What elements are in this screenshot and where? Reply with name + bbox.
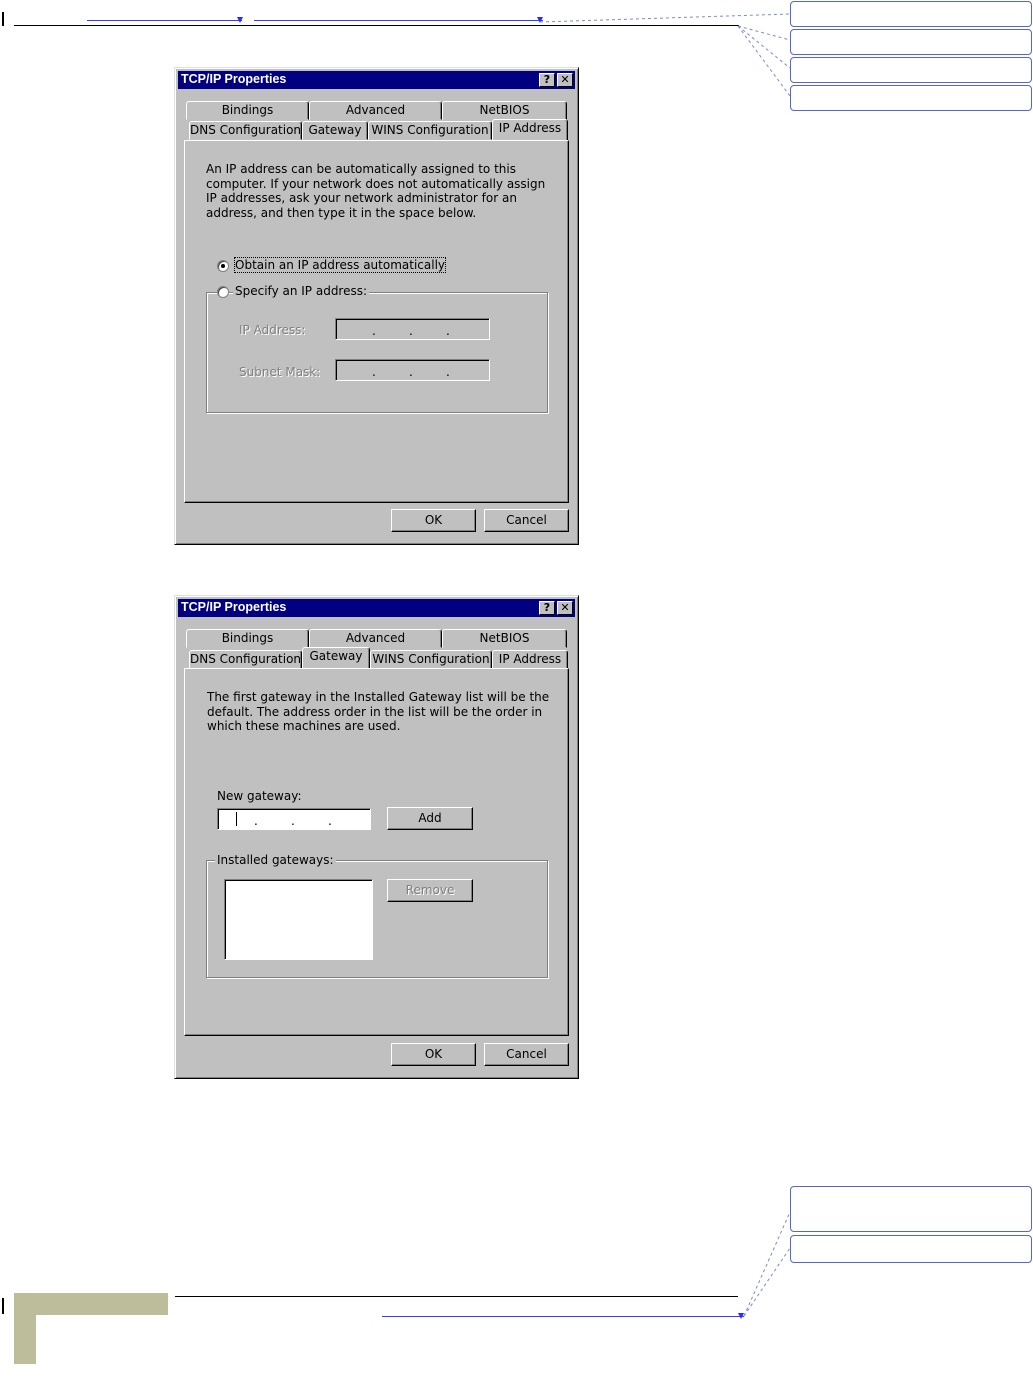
subnet-mask-label: Subnet Mask: [239, 365, 321, 379]
installed-gateways-label: Installed gateways: [217, 853, 334, 867]
tab-bindings[interactable]: Bindings [186, 101, 309, 120]
new-gateway-label: New gateway: [217, 789, 302, 803]
ip-separator: . [409, 365, 413, 379]
tab-advanced[interactable]: Advanced [309, 629, 442, 648]
help-button[interactable]: ? [539, 73, 555, 87]
cancel-button[interactable]: Cancel [484, 1043, 569, 1066]
footer-margin-bar [2, 1298, 4, 1314]
ok-button[interactable]: OK [391, 509, 476, 532]
tab-gateway[interactable]: Gateway [302, 121, 368, 140]
specify-ip-label[interactable]: Specify an IP address: [235, 284, 368, 298]
tab-dns-configuration[interactable]: DNS Configuration [189, 121, 302, 140]
tab-ip-address[interactable]: IP Address [492, 650, 568, 669]
add-button[interactable]: Add [387, 807, 473, 830]
ip-description: An IP address can be automatically assigned to this computer. If your network does not automatically assign IP addresses, ask your network administrator for an address, and then type it in the space below. [206, 162, 546, 220]
ip-separator: . [372, 365, 376, 379]
footer-color-block [14, 1293, 168, 1315]
ip-separator: . [328, 814, 332, 828]
obtain-ip-label[interactable]: Obtain an IP address automatically [235, 258, 446, 272]
remove-button: Remove [387, 879, 473, 902]
ip-separator: . [372, 324, 376, 338]
footer-link-line [382, 1316, 744, 1317]
ip-address-label: IP Address: [239, 323, 306, 337]
close-button[interactable]: ✕ [557, 601, 573, 615]
ip-separator: . [254, 814, 258, 828]
tab-advanced[interactable]: Advanced [309, 101, 442, 120]
footer-arrow-icon [738, 1313, 744, 1319]
close-button[interactable]: ✕ [557, 73, 573, 87]
ip-separator: . [446, 365, 450, 379]
margin-note [790, 1235, 1032, 1263]
margin-note [790, 1186, 1032, 1232]
tab-netbios[interactable]: NetBIOS [442, 101, 567, 120]
ip-separator: . [291, 814, 295, 828]
ip-separator: . [409, 324, 413, 338]
tab-wins-configuration[interactable]: WINS Configuration [368, 121, 492, 140]
ok-button[interactable]: OK [391, 1043, 476, 1066]
footer-color-block [14, 1293, 36, 1364]
tab-gateway[interactable]: Gateway [302, 647, 370, 668]
cancel-button[interactable]: Cancel [484, 509, 569, 532]
footer-rule [175, 1296, 738, 1297]
tab-dns-configuration[interactable]: DNS Configuration [189, 650, 302, 669]
tab-bindings[interactable]: Bindings [186, 629, 309, 648]
ip-separator: . [446, 324, 450, 338]
dialog-title: TCP/IP Properties [181, 600, 287, 614]
dialog-title: TCP/IP Properties [181, 72, 287, 86]
gateway-description: The first gateway in the Installed Gateway list will be the default. The address order in the list will be the order in which these machines are used. [207, 690, 550, 733]
tab-ip-address[interactable]: IP Address [492, 119, 568, 140]
tab-wins-configuration[interactable]: WINS Configuration [370, 650, 492, 669]
tab-netbios[interactable]: NetBIOS [442, 629, 567, 648]
help-button[interactable]: ? [539, 601, 555, 615]
